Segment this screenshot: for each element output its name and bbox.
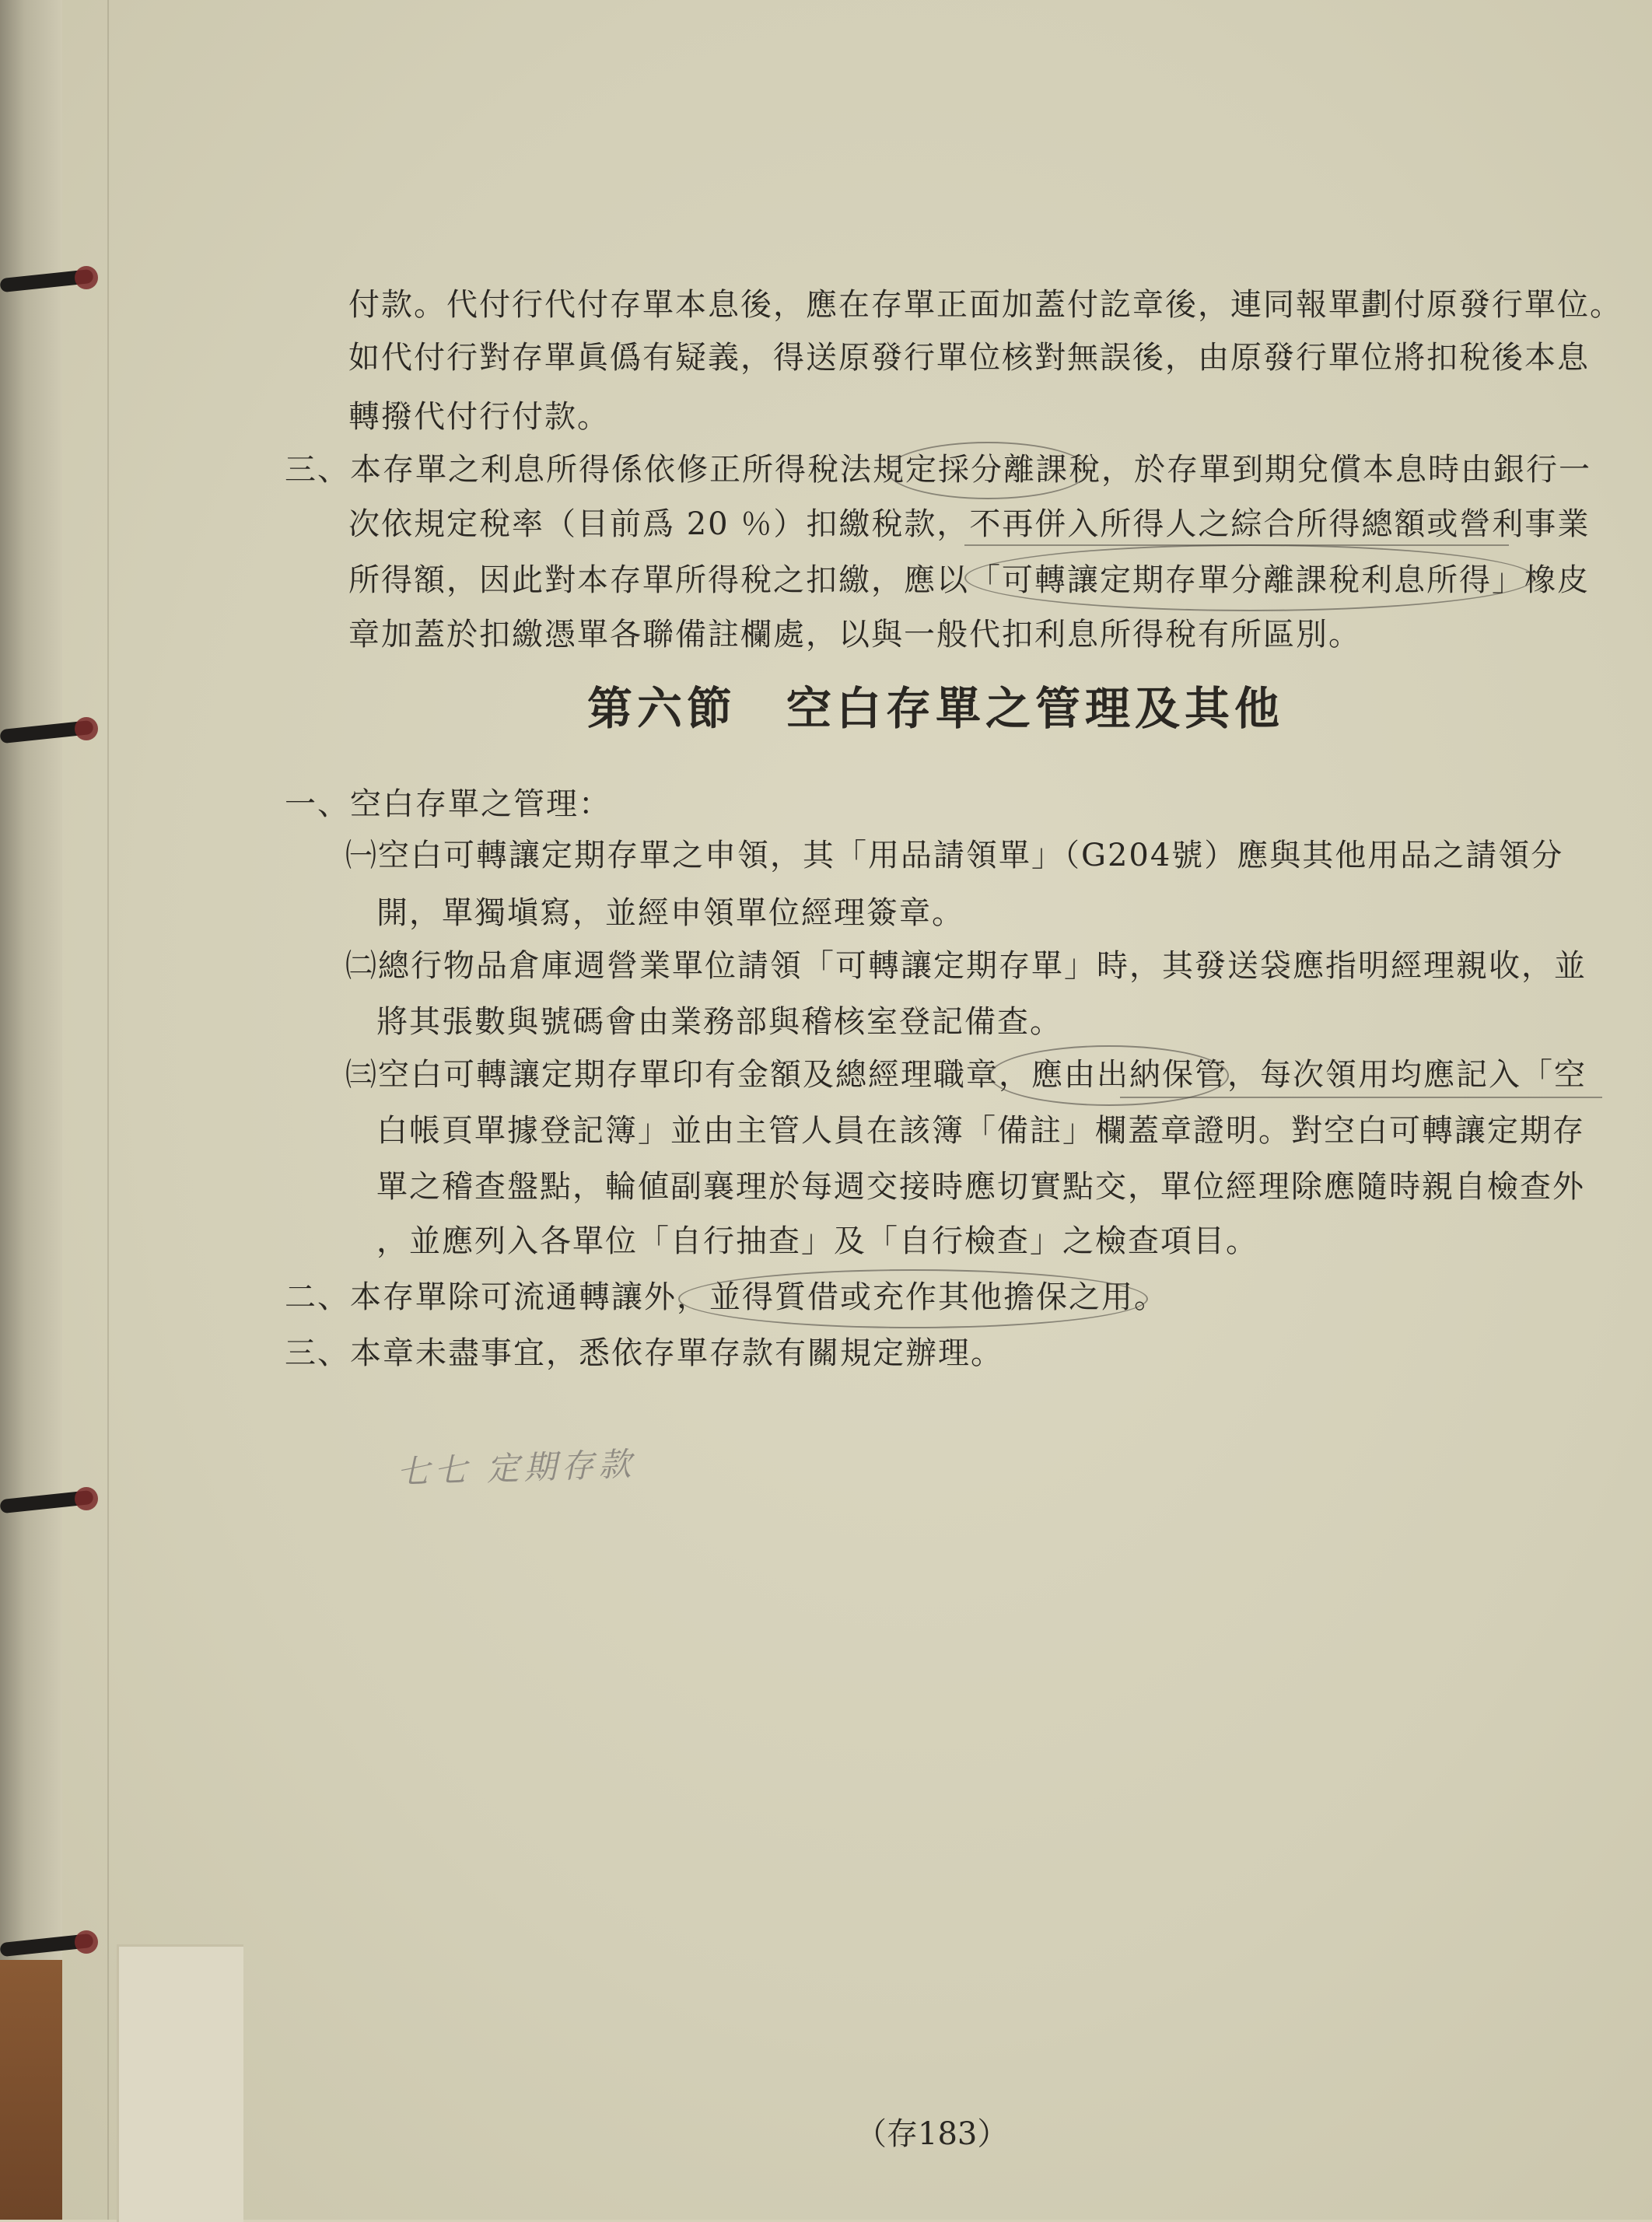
list-item: 開，單獨塡寫，並經申領單位經理簽章。	[376, 895, 964, 931]
pencil-note: 七七 定期存款	[396, 1444, 637, 1492]
binding-edge	[0, 0, 62, 2220]
page-number: （存183）	[856, 2116, 1009, 2152]
list-item: ㈡總行物品倉庫週營業單位請領「可轉讓定期存單」時，其發送袋應指明經理親收，並	[345, 948, 1587, 984]
pencil-circle-mark	[678, 1269, 1148, 1328]
paragraph-line: 章加蓋於扣繳憑單各聯備註欄處，以與一般代扣利息所得稅有所區別。	[348, 617, 1361, 653]
list-item: 二、本存單除可流通轉讓外，並得質借或充作其他擔保之用。	[285, 1279, 1167, 1315]
list-item: 三、本章未盡事宜，悉依存單存款有關規定辦理。	[285, 1335, 1003, 1371]
torn-paper-edge	[117, 1944, 243, 2222]
pencil-circle-mark	[964, 544, 1535, 611]
list-item: 白帳頁單據登記簿」並由主管人員在該簿「備註」欄蓋章證明。對空白可轉讓定期存	[376, 1113, 1585, 1149]
pencil-circle-mark	[887, 442, 1089, 499]
list-item: ㈢空白可轉讓定期存單印有金額及總經理職章，應由出納保管，每次領用均應記入「空	[345, 1057, 1587, 1093]
list-item: ，並應列入各單位「自行抽查」及「自行檢查」之檢查項目。	[376, 1223, 1258, 1259]
paragraph-line: 付款。代付行代付存單本息後，應在存單正面加蓋付訖章後，連同報單劃付原發行單位。	[348, 287, 1622, 323]
pencil-underline	[1120, 1097, 1602, 1098]
paragraph-line: 三、本存單之利息所得係依修正所得稅法規定採分離課稅，於存單到期兌償本息時由銀行一	[285, 452, 1591, 488]
binding-thread-icon	[0, 708, 101, 754]
list-item: 將其張數與號碼會由業務部與稽核室登記備查。	[376, 1004, 1062, 1040]
section-heading: 第六節 空白存單之管理及其他	[587, 682, 1285, 735]
paragraph-line: 次依規定稅率（目前爲 20 ％）扣繳稅款，不再併入所得人之綜合所得總額或營利事業	[348, 506, 1591, 542]
pencil-underline	[964, 544, 1509, 546]
paragraph-line: 如代付行對存單眞僞有疑義，得送原發行單位核對無誤後，由原發行單位將扣稅後本息	[348, 340, 1590, 376]
binding-thread-icon	[0, 1478, 101, 1524]
paragraph-line: 所得額，因此對本存單所得稅之扣繳，應以「可轉讓定期存單分離課稅利息所得」橡皮	[348, 562, 1590, 598]
rust-stain	[0, 1960, 62, 2220]
list-item: ㈠空白可轉讓定期存單之申領，其「用品請領單」（G204號）應與其他用品之請領分	[345, 838, 1564, 873]
fold-line	[107, 0, 109, 2220]
list-item: 單之稽查盤點，輪値副襄理於每週交接時應切實點交，單位經理除應隨時親自檢查外	[376, 1169, 1585, 1205]
paragraph-line: 轉撥代付行付款。	[348, 399, 610, 435]
list-item: 一、空白存單之管理：	[285, 786, 611, 822]
binding-thread-icon	[0, 257, 101, 303]
